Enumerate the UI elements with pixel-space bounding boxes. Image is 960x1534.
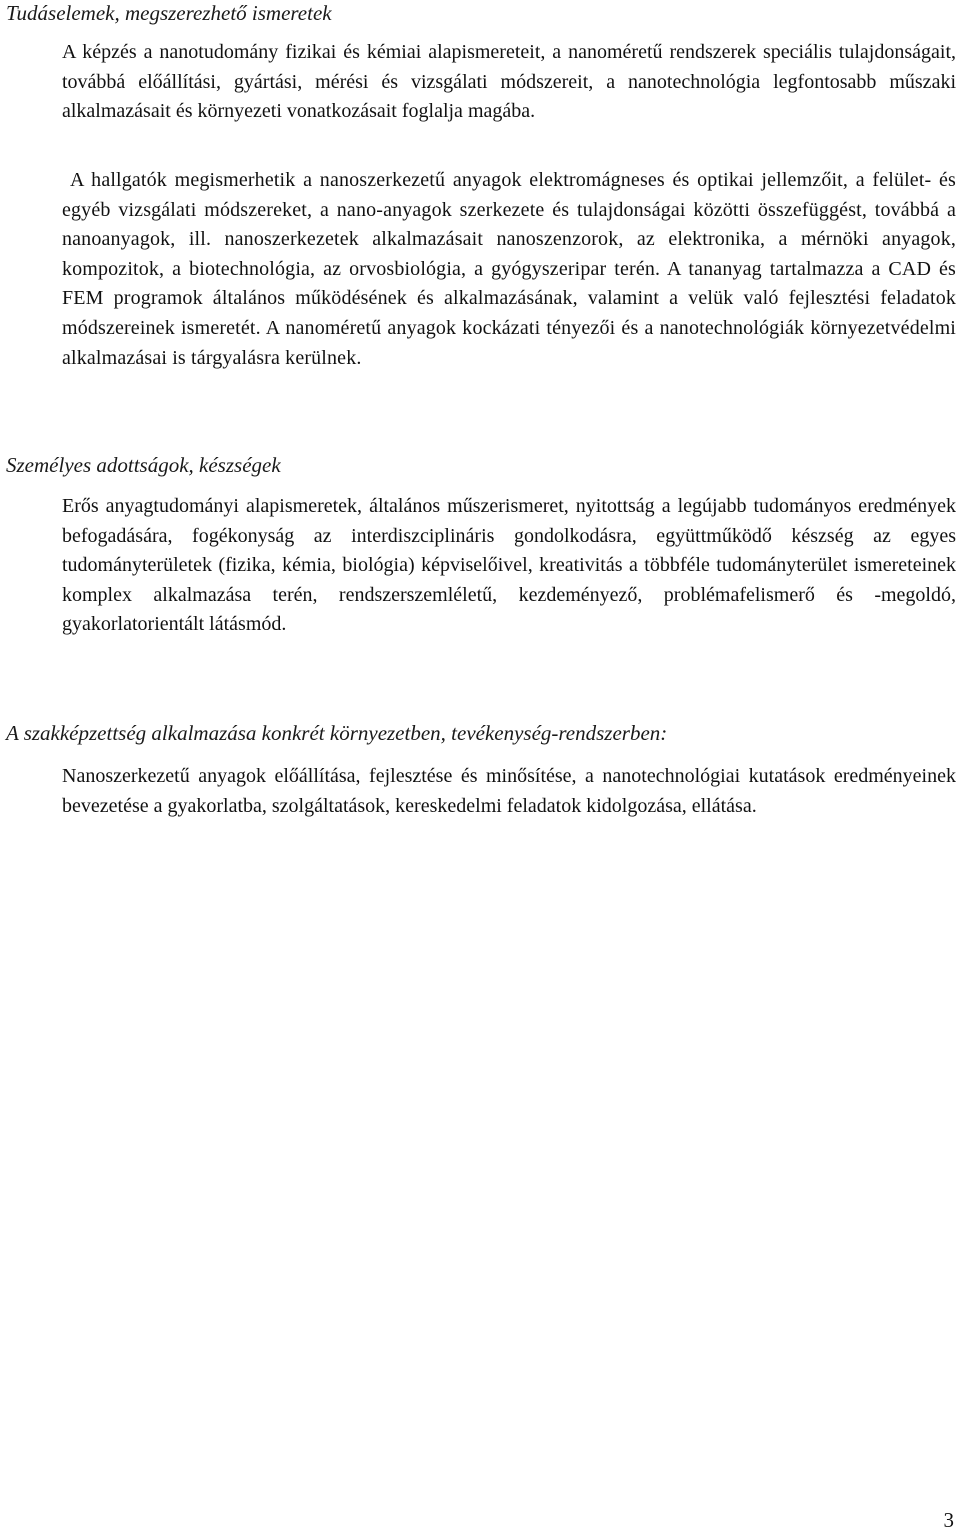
paragraph-personal-skills: Erős anyagtudományi alapismeretek, általános műszerismeret, nyitottság a legújabb tudományos eredmények befogadására, fogékonyság az interdiszciplináris gondolkodásra, együttműködő készség az egyes tudományterületek (fizika, kémia, biológia) képviselőivel, kreativitás a többféle tudományterület ismereteinek komplex alkalmazása terén, rendszerszemléletű, kezdeményező, problémafelismerő és -megoldó, gyakorlatorientált látásmód. <box>62 495 956 636</box>
section-heading-knowledge: Tudáselemek, megszerezhető ismeretek <box>6 1 332 25</box>
paragraph-application: Nanoszerkezetű anyagok előállítása, fejlesztése és minősítése, a nanotechnológiai kutatások eredményeinek bevezetése a gyakorlatba, szolgáltatások, kereskedelmi feladatok kidolgozása, ellátása. <box>62 765 956 817</box>
section-heading-application: A szakképzettség alkalmazása konkrét környezetben, tevékenység-rendszerben: <box>6 721 668 745</box>
page-number: 3 <box>943 1508 954 1532</box>
paragraph-knowledge-intro: A képzés a nanotudomány fizikai és kémiai alapismereteit, a nanoméretű rendszerek speciális tulajdonságait, továbbá előállítási, gyártási, mérési és vizsgálati módszereit, a nanotechnológia legfontosabb műszaki alkalmazásait és környezeti vonatkozásait foglalja magába. <box>62 41 956 123</box>
paragraph-knowledge-details: A hallgatók megismerhetik a nanoszerkezetű anyagok elektromágneses és optikai jellemzőit, a felület- és egyéb vizsgálati módszereket, a nano-anyagok szerkezete és tulajdonságai közötti összefüggést, továbbá a nanoanyagok, ill. nanoszerkezetek alkalmazásait nanoszenzorok, az elektronika, a mérnöki anyagok, kompozitok, a biotechnológia, az orvosbiológia, a gyógyszeripar terén. A tananyag tartalmazza a CAD és FEM programok általános működésének és alkalmazásának, valamint a velük való fejlesztési feladatok módszereinek ismeretét. A nanoméretű anyagok kockázati tényezői és a nanotechnológiák környezetvédelmi alkalmazásai is tárgyalásra kerülnek. <box>62 169 956 369</box>
section-heading-personal-skills: Személyes adottságok, készségek <box>6 453 281 477</box>
